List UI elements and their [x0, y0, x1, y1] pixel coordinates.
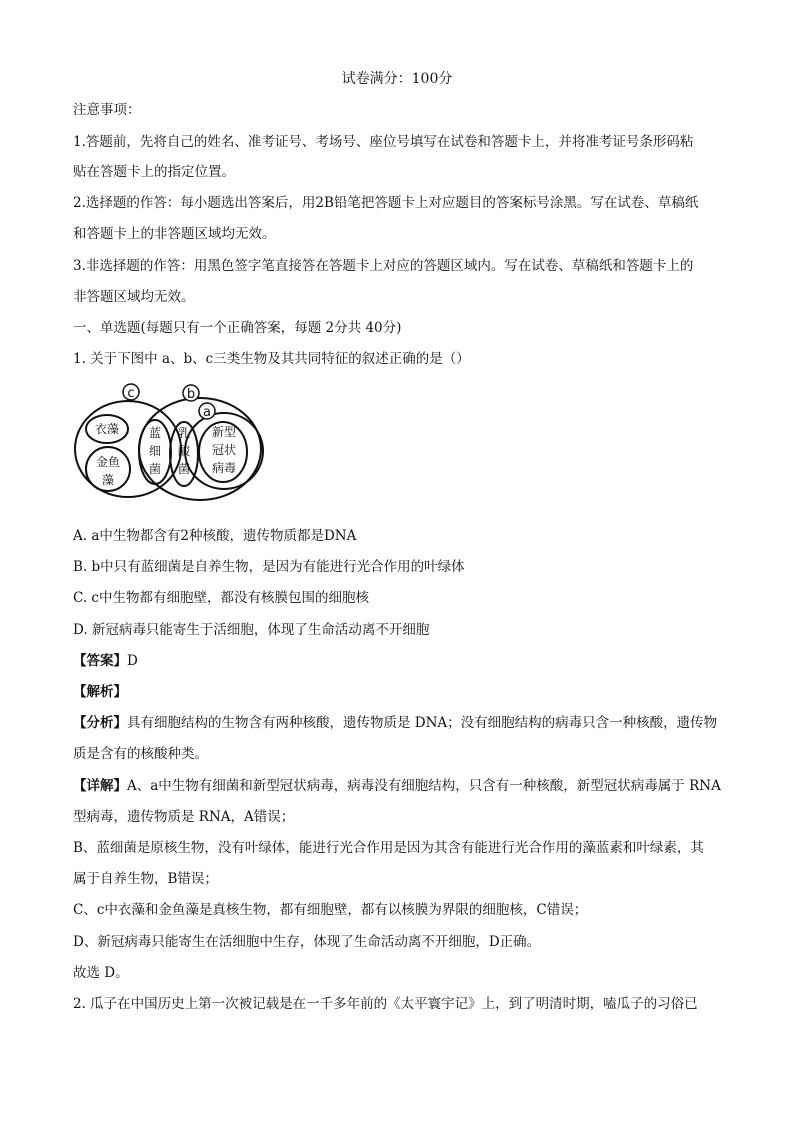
notice-item-2b: 和答题卡上的非答题区域均无效。	[73, 226, 276, 242]
q1-option-b: B. b中只有蓝细菌是自养生物，是因为有能进行光合作用的叶绿体	[73, 559, 465, 575]
text-lan: 蓝	[148, 426, 162, 440]
score-header: 试卷满分：100分	[341, 71, 453, 87]
label-c: c	[127, 386, 135, 401]
venn-diagram	[70, 382, 270, 502]
notice-item-1b: 贴在答题卡上的指定位置。	[73, 164, 235, 180]
q1-fenxi-1	[73, 713, 717, 733]
answer-label: 【答案】	[73, 653, 127, 669]
q1-detail-b1: B、蓝细菌是原核生物，没有叶绿体，能进行光合作用是因为其含有能进行光合作用的藻蓝素和叶绿素，其	[73, 840, 704, 856]
label-a: a	[203, 405, 211, 420]
text-jinyuzao-1: 金鱼	[95, 455, 121, 469]
text-suan: 酸	[177, 444, 191, 458]
text-xinxing: 新型	[211, 425, 237, 439]
fenxi-text-1: 具有细胞结构的生物含有两种核酸，遗传物质是 DNA；没有细胞结构的病毒只含一种核酸，遗传物	[127, 715, 718, 731]
q1-fenxi-2: 质是含有的核酸种类。	[73, 746, 208, 762]
xiangjie-text-1: A、a中生物有细菌和新型冠状病毒，病毒没有细胞结构，只含有一种核酸，新型冠状病毒属于 RNA	[127, 778, 721, 794]
text-jinyuzao-2: 藻	[101, 473, 115, 487]
xiangjie-label: 【详解】	[73, 778, 127, 794]
q1-xiangjie-1	[73, 776, 721, 796]
text-yizao: 衣藻	[94, 422, 120, 436]
notice-item-3b: 非答题区域均无效。	[73, 289, 195, 305]
text-ru: 乳	[177, 426, 191, 440]
text-xi: 细	[148, 444, 162, 458]
q1-stem: 1. 关于下图中 a、b、c三类生物及其共同特征的叙述正确的是（）	[73, 351, 470, 367]
notice-title: 注意事项：	[73, 102, 141, 118]
q1-conclusion: 故选 D。	[73, 965, 129, 981]
q1-xiangjie-2: 型病毒，遗传物质是 RNA，A错误；	[73, 809, 295, 825]
q1-detail-d: D、新冠病毒只能寄生在活细胞中生存，体现了生命活动离不开细胞，D正确。	[73, 934, 541, 950]
section-title: 一、单选题(每题只有一个正确答案，每题 2分共 40分)	[73, 320, 402, 336]
q1-detail-c: C、c中衣藻和金鱼藻是真核生物，都有细胞壁，都有以核膜为界限的细胞核，C错误；	[73, 902, 588, 918]
analysis-label: 【解析】	[73, 684, 127, 700]
label-b: b	[186, 387, 196, 402]
q1-answer	[73, 651, 138, 671]
q1-detail-b2: 属于自养生物，B错误；	[73, 871, 218, 887]
q1-analysis-label	[73, 682, 127, 702]
notice-item-1a: 1.答题前，先将自己的姓名、准考证号、考场号、座位号填写在试卷和答题卡上，并将准考证号条形码粘	[73, 134, 694, 150]
text-jun: 菌	[148, 462, 162, 476]
q1-option-a: A. a中生物都含有2种核酸，遗传物质都是DNA	[73, 528, 357, 544]
text-bingdu: 病毒	[211, 461, 237, 475]
q1-option-d: D. 新冠病毒只能寄生于活细胞，体现了生命活动离不开细胞	[73, 622, 430, 638]
text-guanzhuang: 冠状	[211, 443, 237, 457]
answer-value: D	[127, 653, 138, 669]
fenxi-label: 【分析】	[73, 715, 127, 731]
q1-option-c: C. c中生物都有细胞壁，都没有核膜包围的细胞核	[73, 590, 369, 606]
text-jun2: 菌	[177, 462, 191, 476]
q2-stem: 2. 瓜子在中国历史上第一次被记载是在一千多年前的《太平寰宇记》上，到了明清时期，嗑瓜子的习俗已	[73, 996, 698, 1012]
notice-item-2a: 2.选择题的作答：每小题选出答案后，用2B铅笔把答题卡上对应题目的答案标号涂黑。写在试卷、草稿纸	[73, 195, 699, 211]
notice-item-3a: 3.非选择题的作答：用黑色签字笔直接答在答题卡上对应的答题区域内。写在试卷、草稿纸和答题卡上的	[73, 258, 694, 274]
